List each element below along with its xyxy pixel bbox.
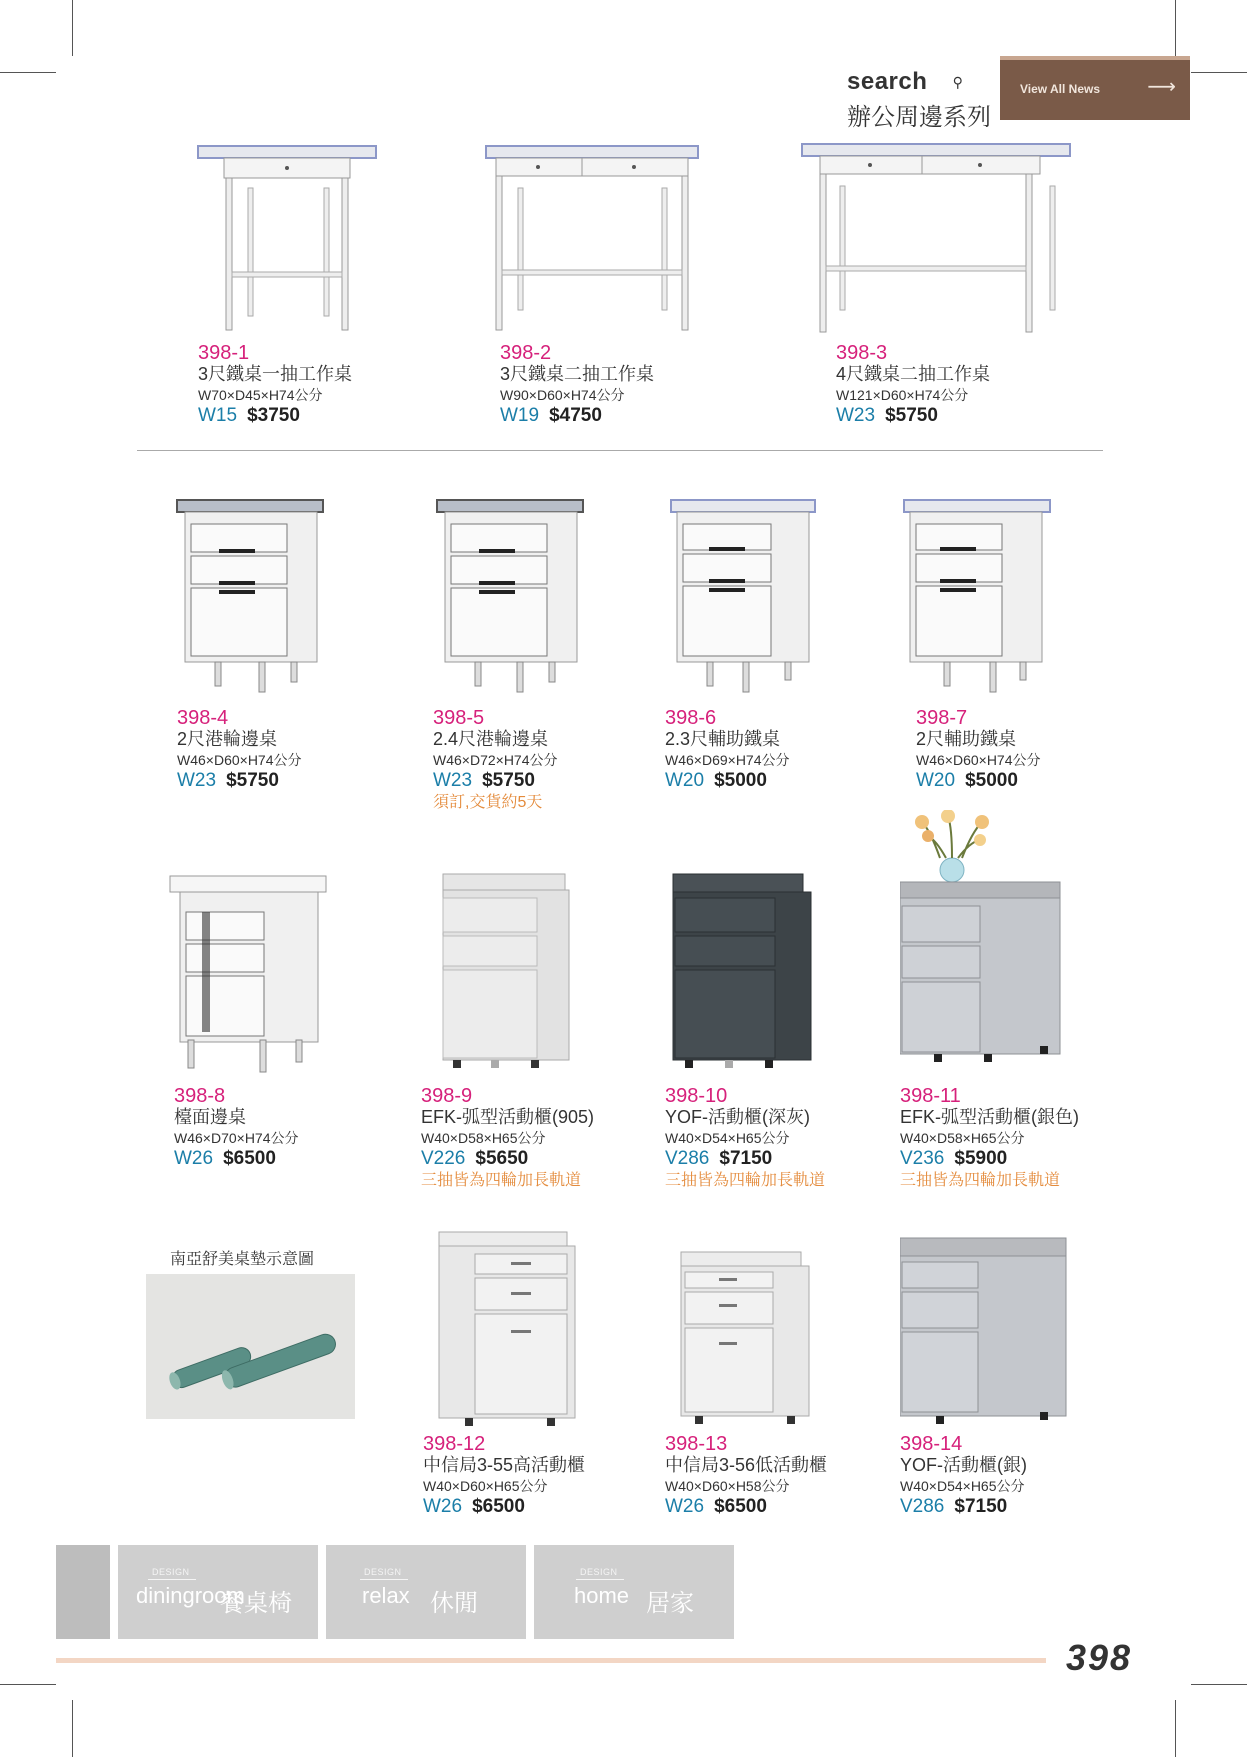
- category-divider: [360, 1579, 408, 1580]
- product-points: W20: [665, 770, 705, 791]
- product-points: W23: [177, 770, 217, 791]
- product-398-7[interactable]: [900, 492, 1060, 792]
- product-code: 398-13: [665, 1433, 728, 1455]
- product-name: 中信局3-55高活動櫃: [423, 1455, 586, 1475]
- page-title: 辦公周邊系列: [847, 104, 991, 131]
- product-image-side-table: [433, 492, 593, 702]
- product-price: $5000: [965, 770, 1018, 791]
- product-name: 2.3尺輔助鐵桌: [665, 729, 781, 749]
- product-dims: W40×D60×H65公分: [423, 1478, 548, 1494]
- product-code: 398-1: [198, 342, 250, 364]
- crop-mark: [1175, 0, 1176, 56]
- product-398-9[interactable]: [421, 870, 601, 1192]
- product-code: 398-3: [836, 342, 888, 364]
- desk-mat-caption: 南亞舒美桌墊示意圖: [170, 1251, 315, 1268]
- product-note: 須訂,交貨約5天: [433, 794, 543, 811]
- product-398-6[interactable]: [665, 492, 825, 792]
- product-398-1[interactable]: [196, 142, 386, 427]
- product-image-cabinet: [423, 1230, 603, 1428]
- page-number: 398: [1066, 1637, 1133, 1678]
- product-name: 檯面邊桌: [174, 1107, 246, 1127]
- product-code: 398-5: [433, 707, 485, 729]
- product-points: W26: [423, 1496, 463, 1517]
- view-all-news-button[interactable]: [1000, 56, 1190, 120]
- product-price: $6500: [223, 1148, 276, 1169]
- product-image-cabinet: [421, 870, 601, 1080]
- product-note: 三抽皆為四輪加長軌道: [900, 1172, 1061, 1189]
- product-image-cabinet: [900, 1236, 1080, 1428]
- product-points: W26: [174, 1148, 214, 1169]
- category-small-label: DESIGN: [364, 1567, 402, 1577]
- footer-category-relax[interactable]: [326, 1545, 526, 1639]
- product-dims: W40×D54×H65公分: [665, 1130, 790, 1146]
- product-image-side-table: [665, 492, 825, 702]
- product-image-desk: [800, 138, 1075, 337]
- product-image-desk: [196, 142, 386, 337]
- category-zh-label: 休閒: [430, 1590, 478, 1617]
- product-398-3[interactable]: [800, 138, 1075, 427]
- category-divider: [576, 1579, 624, 1580]
- product-code: 398-14: [900, 1433, 963, 1455]
- product-code: 398-11: [900, 1085, 961, 1107]
- category-en-label: diningroom: [136, 1583, 245, 1608]
- product-dims: W46×D60×H74公分: [177, 752, 302, 768]
- product-name: 3尺鐵桌二抽工作桌: [500, 364, 655, 384]
- product-dims: W46×D72×H74公分: [433, 752, 558, 768]
- crop-mark: [1191, 1684, 1247, 1685]
- arrow-right-icon: ⟶: [1147, 76, 1176, 98]
- product-price: $4750: [549, 405, 602, 426]
- crop-mark: [72, 1700, 73, 1757]
- product-code: 398-9: [421, 1085, 473, 1107]
- product-dims: W70×D45×H74公分: [198, 387, 323, 403]
- product-image-cabinet: [665, 1250, 845, 1428]
- product-image-side-table: [166, 870, 336, 1080]
- vase-icon: [940, 858, 964, 882]
- product-398-13[interactable]: [665, 1250, 845, 1518]
- product-points: V236: [900, 1148, 945, 1169]
- product-name: 4尺鐵桌二抽工作桌: [836, 364, 991, 384]
- view-all-label: View All News: [1020, 82, 1101, 96]
- product-398-12[interactable]: [423, 1230, 603, 1518]
- footer-category-home[interactable]: [534, 1545, 734, 1639]
- category-zh-label: 居家: [646, 1590, 694, 1617]
- category-divider: [148, 1579, 196, 1580]
- product-code: 398-4: [177, 707, 229, 729]
- product-dims: W40×D60×H58公分: [665, 1478, 790, 1494]
- crop-mark: [0, 1684, 56, 1685]
- product-image-cabinet: [665, 870, 845, 1080]
- crop-mark: [1191, 72, 1247, 73]
- product-name: 3尺鐵桌一抽工作桌: [198, 364, 353, 384]
- crop-mark: [1175, 1700, 1176, 1757]
- product-price: $6500: [714, 1496, 767, 1517]
- product-price: $7150: [719, 1148, 773, 1169]
- product-price: $5650: [475, 1148, 529, 1169]
- product-points: V286: [900, 1496, 945, 1517]
- footer-side-block: [56, 1545, 110, 1639]
- product-image-desk: [484, 142, 704, 337]
- product-name: 2.4尺港輪邊桌: [433, 729, 549, 749]
- product-price: $5750: [226, 770, 279, 791]
- product-code: 398-12: [423, 1433, 486, 1455]
- product-398-2[interactable]: [484, 142, 704, 427]
- footer-bar: [56, 1658, 1046, 1663]
- search-icon: ⚲: [952, 74, 964, 91]
- search-link[interactable]: [847, 68, 963, 96]
- product-points: W20: [916, 770, 956, 791]
- product-points: W15: [198, 405, 238, 426]
- product-name: EFK-弧型活動櫃(905): [421, 1107, 595, 1127]
- product-398-5[interactable]: [433, 492, 593, 814]
- category-small-label: DESIGN: [580, 1567, 618, 1577]
- product-dims: W46×D60×H74公分: [916, 752, 1041, 768]
- product-image-cabinet: [900, 810, 1080, 1080]
- product-code: 398-10: [665, 1085, 728, 1107]
- category-en-label: home: [574, 1583, 630, 1608]
- product-dims: W40×D58×H65公分: [900, 1130, 1025, 1146]
- product-image-side-table: [175, 492, 335, 702]
- product-398-4[interactable]: [175, 492, 335, 792]
- product-price: $6500: [472, 1496, 525, 1517]
- crop-mark: [0, 72, 56, 73]
- product-points: V226: [421, 1148, 466, 1169]
- search-label: search: [847, 68, 928, 95]
- product-name: EFK-弧型活動櫃(銀色): [900, 1107, 1079, 1127]
- product-code: 398-7: [916, 707, 968, 729]
- product-name: YOF-活動櫃(銀): [900, 1455, 1027, 1475]
- product-points: V286: [665, 1148, 710, 1169]
- product-dims: W40×D54×H65公分: [900, 1478, 1025, 1494]
- section-divider: [137, 450, 1103, 451]
- product-dims: W90×D60×H74公分: [500, 387, 625, 403]
- product-note: 三抽皆為四輪加長軌道: [421, 1172, 582, 1189]
- product-points: W19: [500, 405, 540, 426]
- product-dims: W46×D70×H74公分: [174, 1130, 299, 1146]
- product-price: $5000: [714, 770, 767, 791]
- product-price: $3750: [247, 405, 300, 426]
- product-image-side-table: [900, 492, 1060, 702]
- footer-category-diningroom[interactable]: [118, 1545, 318, 1639]
- category-small-label: DESIGN: [152, 1567, 190, 1577]
- product-note: 三抽皆為四輪加長軌道: [665, 1172, 826, 1189]
- product-price: $7150: [954, 1496, 1008, 1517]
- product-points: W26: [665, 1496, 705, 1517]
- product-points: W23: [433, 770, 473, 791]
- product-name: 2尺輔助鐵桌: [916, 729, 1017, 749]
- product-dims: W121×D60×H74公分: [836, 387, 969, 403]
- product-name: YOF-活動櫃(深灰): [665, 1107, 810, 1127]
- product-398-10[interactable]: [665, 870, 845, 1192]
- product-code: 398-8: [174, 1085, 226, 1107]
- product-price: $5750: [482, 770, 535, 791]
- product-398-8[interactable]: [166, 870, 336, 1170]
- product-code: 398-2: [500, 342, 552, 364]
- product-name: 2尺港輪邊桌: [177, 729, 278, 749]
- product-name: 中信局3-56低活動櫃: [665, 1455, 828, 1475]
- product-398-14[interactable]: [900, 1236, 1080, 1518]
- category-zh-label: 餐桌椅: [220, 1590, 292, 1617]
- crop-mark: [72, 0, 73, 56]
- category-en-label: relax: [362, 1583, 410, 1608]
- product-398-11[interactable]: [900, 810, 1080, 1192]
- product-code: 398-6: [665, 707, 717, 729]
- product-dims: W46×D69×H74公分: [665, 752, 790, 768]
- desk-mat-image: [146, 1274, 355, 1419]
- product-points: W23: [836, 405, 876, 426]
- product-price: $5900: [954, 1148, 1008, 1169]
- product-price: $5750: [885, 405, 938, 426]
- product-dims: W40×D58×H65公分: [421, 1130, 546, 1146]
